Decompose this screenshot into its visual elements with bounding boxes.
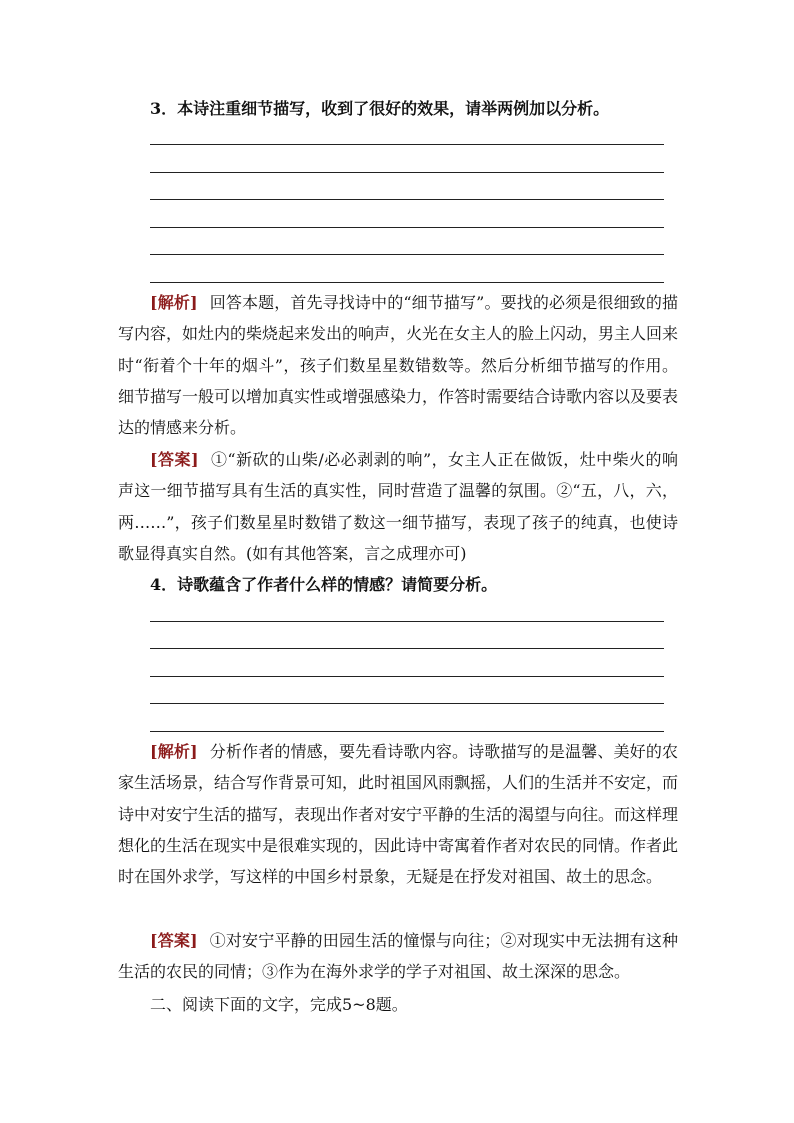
answer-line xyxy=(150,172,664,173)
answer-text: ①“新砍的山柴/必必剥剥的响”，女主人正在做饭，灶中柴火的响声这一细节描写具有生活的真实性，同时营造了温馨的氛围。②“五，八，六，两……”，孩子们数星星时数错了数这一细节描写，表现了孩子的纯真，也使诗歌显得真实自然。(如有其他答案，言之成理亦可) xyxy=(118,450,678,563)
question-3: 3．本诗注重细节描写，收到了很好的效果，请举两例加以分析。 xyxy=(150,99,610,118)
answer-text: ①对安宁平静的田园生活的憧憬与向往；②对现实中无法拥有这种生活的农民的同情；③作为在海外求学的学子对祖国、故土深深的思念。 xyxy=(118,931,678,982)
answer-line xyxy=(150,254,664,255)
section-2-heading: 二、阅读下面的文字，完成5~8题。 xyxy=(150,995,408,1014)
analysis-tag: [解析] xyxy=(150,293,198,312)
answer-line xyxy=(150,144,664,145)
answer-tag: [答案] xyxy=(150,450,199,469)
answer-line xyxy=(150,621,664,622)
answer-line xyxy=(150,676,664,677)
answer-line xyxy=(150,703,664,704)
answer-line xyxy=(150,227,664,228)
analysis-text: 分析作者的情感，要先看诗歌内容。诗歌描写的是温馨、美好的农家生活场景，结合写作背景可知，此时祖国风雨飘摇，人们的生活并不安定，而诗中对安宁生活的描写，表现出作者对安宁平静的生活的渴望与向往。而这样理想化的生活在现实中是很难实现的，因此诗中寄寓着作者对农民的同情。作者此时在国外求学，写这样的中国乡村景象，无疑是在抒发对祖国、故土的思念。 xyxy=(118,742,679,887)
answer-line xyxy=(150,731,664,732)
question-4: 4．诗歌蕴含了作者什么样的情感？请简要分析。 xyxy=(150,575,498,594)
analysis-tag: [解析] xyxy=(150,742,198,761)
answer-tag: [答案] xyxy=(150,931,198,950)
answer-line xyxy=(150,282,664,283)
answer-3 xyxy=(118,444,678,569)
answer-4 xyxy=(118,925,678,988)
answer-line xyxy=(150,199,664,200)
analysis-3 xyxy=(118,287,678,443)
answer-line xyxy=(150,648,664,649)
analysis-text: 回答本题，首先寻找诗中的“细节描写”。要找的必须是很细致的描写内容，如灶内的柴烧起来发出的响声，火光在女主人的脸上闪动，男主人回来时“衔着个十年的烟斗”，孩子们数星星数错数等。然后分析细节描写的作用。细节描写一般可以增加真实性或增强感染力，作答时需要结合诗歌内容以及要表达的情感来分析。 xyxy=(118,293,679,438)
analysis-4 xyxy=(118,736,678,892)
